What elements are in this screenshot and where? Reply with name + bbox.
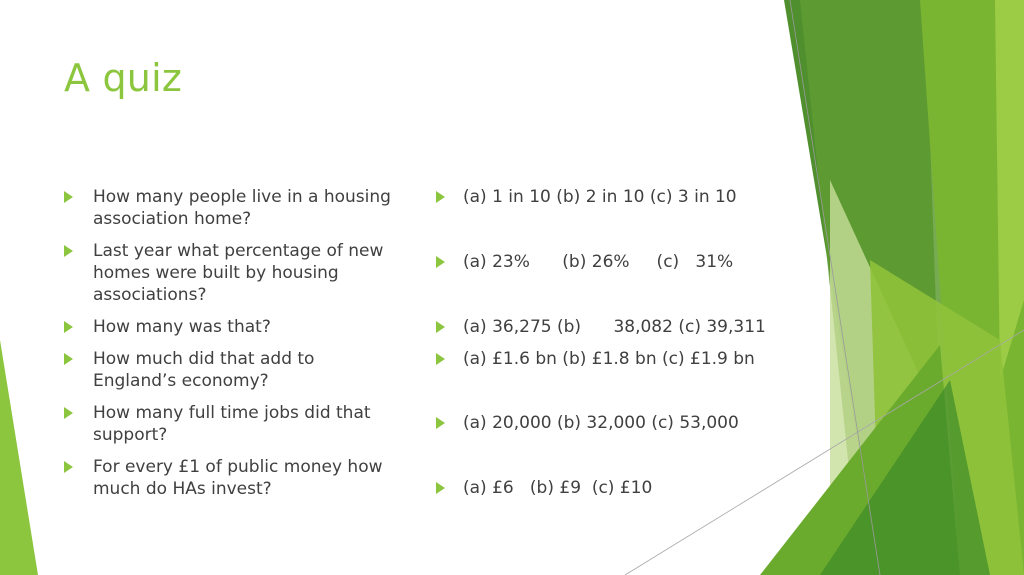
question-text: How much did that add to England’s economy? (93, 349, 315, 391)
answer-item (436, 348, 776, 370)
right-triangle-icon (64, 245, 73, 257)
question-item (64, 456, 394, 500)
right-triangle-icon (64, 191, 73, 203)
question-text: How many full time jobs did that support? (93, 403, 371, 445)
answer-item (436, 251, 776, 273)
left-edge-shape (0, 340, 38, 575)
answer-text: (a) 23% (b) 26% (c) 31% (463, 252, 734, 272)
answer-item (436, 412, 776, 434)
right-triangle-icon (436, 417, 445, 429)
right-triangle-icon (64, 407, 73, 419)
question-text: Last year what percentage of new homes were built by housing associations? (93, 241, 384, 305)
question-text: For every £1 of public money how much do HAs invest? (93, 457, 383, 499)
right-triangle-icon (436, 191, 445, 203)
slide-title: A quiz (64, 56, 182, 100)
question-item (64, 186, 394, 230)
right-triangle-icon (64, 321, 73, 333)
right-triangle-icon (436, 353, 445, 365)
answer-text: (a) £6 (b) £9 (c) £10 (463, 478, 653, 498)
right-triangle-icon (436, 321, 445, 333)
answer-text: (a) 20,000 (b) 32,000 (c) 53,000 (463, 413, 739, 433)
right-triangle-icon (64, 353, 73, 365)
question-item (64, 240, 394, 306)
right-triangle-icon (64, 461, 73, 473)
answer-item (436, 186, 776, 208)
answer-text: (a) 1 in 10 (b) 2 in 10 (c) 3 in 10 (463, 187, 737, 207)
answer-item (436, 477, 776, 499)
answer-text: (a) £1.6 bn (b) £1.8 bn (c) £1.9 bn (463, 349, 755, 369)
question-text: How many was that? (93, 317, 271, 337)
question-item (64, 316, 394, 338)
question-item (64, 402, 394, 446)
question-text: How many people live in a housing association home? (93, 187, 391, 229)
answer-item (436, 316, 776, 338)
question-item (64, 348, 394, 392)
right-triangle-icon (436, 482, 445, 494)
answer-text: (a) 36,275 (b) 38,082 (c) 39,311 (463, 317, 766, 337)
right-triangle-icon (436, 256, 445, 268)
